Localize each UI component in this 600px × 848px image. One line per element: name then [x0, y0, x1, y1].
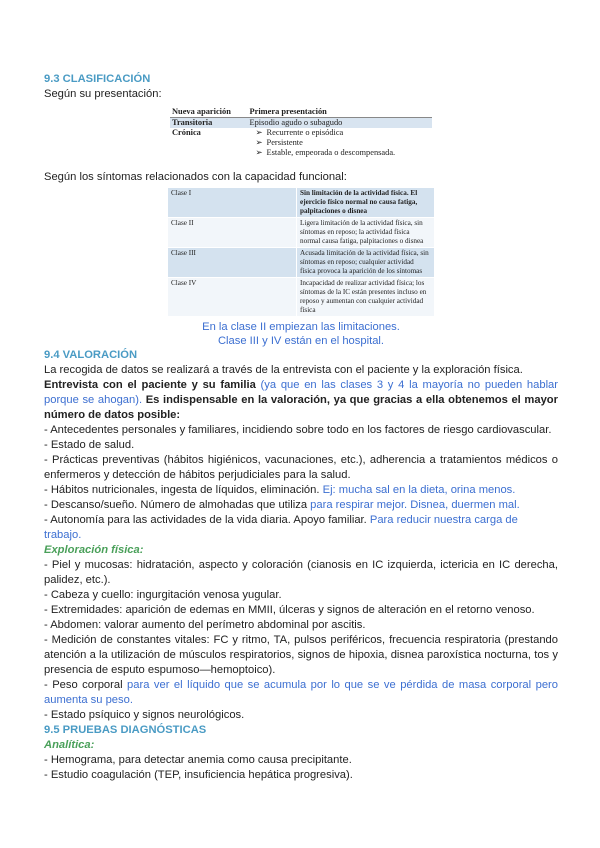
psiquico-item: - Estado psíquico y signos neurológicos.: [44, 709, 245, 721]
class-cell: Clase II: [168, 218, 297, 248]
peso-item: [44, 678, 558, 708]
valoracion-intro: La recogida de datos se realizará a través de la entrevista con el paciente y la exploración física.: [44, 364, 523, 376]
list-item: ➢ Estable, empeorada o descompensada.: [268, 148, 431, 158]
piel-item: - Piel y mucosas: hidratación, aspecto y coloración (cianosis en IC izquierda, ictericia en IC derecha, palidez, etc.).: [44, 559, 558, 586]
note-clase-iii-iv: Clase III y IV están en el hospital.: [217, 335, 385, 347]
desc-cell: Incapacidad de realizar actividad física; los síntomas de la IC están presentes incluso en reposo y aumentan con cualquier actividad física: [297, 278, 435, 317]
table1-header-2: Primera presentación: [248, 106, 433, 118]
functional-class-table: [168, 187, 434, 316]
table-row: [168, 188, 434, 218]
habitos-note: Ej: mucha sal en la dieta, orina menos.: [322, 484, 516, 496]
autonomia-note: Para reducir nuestra carga de trabajo.: [44, 514, 518, 541]
entrevista-bold-2: Es indispensable en la valoración, ya que gracias a ella obtenemos el mayor número de datos posible:: [44, 394, 558, 421]
desc-cell: Acusada limitación de la actividad física, sin síntomas en reposo; cualquier actividad física provoca la aparición de los síntomas: [297, 248, 435, 278]
cabeza-item: - Cabeza y cuello: ingurgitación venosa yugular.: [44, 589, 282, 601]
table-row: [168, 248, 434, 278]
autonomia-item: [44, 513, 558, 543]
funcional-label: Según los síntomas relacionados con la capacidad funcional:: [44, 171, 347, 183]
coagulacion-item: - Estudio coagulación (TEP, insuficiencia hepática progresiva).: [44, 769, 353, 781]
class-cell: Clase I: [168, 188, 297, 218]
exploracion-title: Exploración física:: [44, 544, 144, 556]
table1-list-cell: [248, 128, 433, 158]
desc-cell: Ligera limitación de la actividad física, sin síntomas en reposo; la actividad física normal causa fatiga, palpitaciones o disnea: [297, 218, 435, 248]
entrevista-paragraph: [44, 378, 558, 423]
presentation-table: [170, 106, 432, 158]
entrevista-note: (ya que en las clases 3 y 4 la mayoría no pueden hablar porque se ahogan).: [44, 379, 559, 406]
habitos-item: [44, 483, 558, 498]
peso-note: para ver el líquido que se acumula por lo que se ve pérdida de masa corporal pero aumenta su peso.: [44, 679, 558, 706]
section-9-5-title: 9.5 PRUEBAS DIAGNÓSTICAS: [44, 724, 207, 736]
section-9-3-title: 9.3 CLASIFICACIÓN: [44, 73, 151, 85]
autonomia-text: - Autonomía para las actividades de la vida diaria. Apoyo familiar.: [44, 514, 367, 526]
class-cell: Clase IV: [168, 278, 297, 317]
estado-salud-item: - Estado de salud.: [44, 439, 135, 451]
document-page: [44, 72, 558, 783]
list-item: ➢ Persistente: [268, 138, 431, 148]
table1-cell: Episodio agudo o subagudo: [248, 118, 433, 129]
analitica-title: Analítica:: [44, 739, 95, 751]
hemograma-item: - Hemograma, para detectar anemia como causa precipitante.: [44, 754, 352, 766]
note-clase-ii: En la clase II empiezan las limitaciones.: [202, 321, 400, 333]
entrevista-bold: Entrevista con el paciente y su familia: [44, 379, 256, 391]
habitos-text: - Hábitos nutricionales, ingesta de líquidos, eliminación.: [44, 484, 320, 496]
descanso-item: [44, 498, 558, 513]
table-row: [168, 278, 434, 317]
class-cell: Clase III: [168, 248, 297, 278]
list-item: ➢ Recurrente o episódica: [268, 128, 431, 138]
table-row: [168, 218, 434, 248]
section-9-4-title: 9.4 VALORACIÓN: [44, 349, 138, 361]
peso-text: - Peso corporal: [44, 679, 123, 691]
table1-cell: Crónica: [172, 128, 201, 137]
table1-header-1: Nueva aparición: [170, 106, 248, 118]
descanso-note: para respirar mejor. Disnea, duermen mal.: [310, 499, 520, 511]
extremidades-item: - Extremidades: aparición de edemas en MMII, úlceras y signos de alteración en el retorno venoso.: [44, 604, 535, 616]
antecedentes-item: - Antecedentes personales y familiares, incidiendo sobre todo en los factores de riesgo cardiovascular.: [44, 424, 552, 436]
desc-cell: Sin limitación de la actividad física. El ejercicio físico normal no causa fatiga, palpitaciones o disnea: [297, 188, 435, 218]
presentacion-label: Según su presentación:: [44, 88, 162, 100]
descanso-text: - Descanso/sueño. Número de almohadas que utiliza: [44, 499, 308, 511]
practicas-item: - Prácticas preventivas (hábitos higiénicos, vacunaciones, etc.), adherencia a tratamientos médicos o enfermeros y detección de hábitos perjudiciales para la salud.: [44, 454, 558, 481]
table1-cell: Transitoria: [170, 118, 248, 129]
constantes-item: - Medición de constantes vitales: FC y ritmo, TA, pulsos periféricos, frecuencia respiratoria (prestando atención a la utilización de músculos respiratorios, signos de hipoxia, disnea paroxística nocturna, tos y presencia de esputo espumoso—hemoptoico).: [44, 634, 558, 676]
abdomen-item: - Abdomen: valorar aumento del perímetro abdominal por ascitis.: [44, 619, 366, 631]
